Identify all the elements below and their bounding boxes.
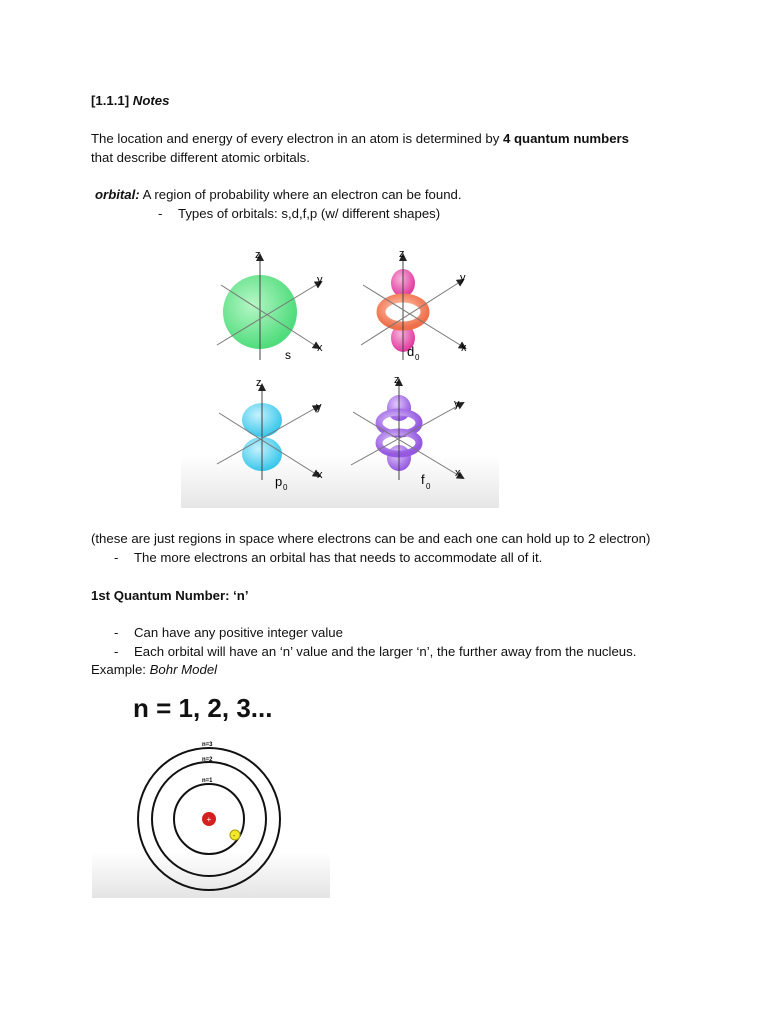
bullet-text: Can have any positive integer value <box>134 625 343 640</box>
d-orbital-panel <box>361 248 467 362</box>
s-label: s <box>285 348 291 362</box>
y-label: y <box>454 398 460 410</box>
x-label: x <box>455 467 461 479</box>
orbital-bullet: - Types of orbitals: s,d,f,p (w/ different shapes) <box>158 206 441 221</box>
d-label: d <box>407 344 415 359</box>
s-orbital-panel <box>217 249 323 362</box>
z-label: z <box>394 374 400 386</box>
y-label: y <box>460 272 466 284</box>
section-number: [1.1.1] <box>91 93 130 108</box>
section-title: Notes <box>132 93 170 108</box>
d-subscript: 0 <box>415 353 420 362</box>
f-label: f <box>421 472 425 487</box>
orbital-definition-text: A region of probability where an electron can be found. <box>139 187 462 202</box>
intro-bold: 4 quantum numbers <box>502 131 630 146</box>
p-label: p <box>275 474 283 489</box>
p-subscript: 0 <box>283 483 288 492</box>
quantum-1-heading: 1st Quantum Number: ‘n’ <box>91 588 249 603</box>
z-label: z <box>399 248 405 260</box>
shell-label-n2: n=2 <box>202 757 213 763</box>
quantum-1-bullet-1: - Can have any positive integer value <box>114 625 343 640</box>
quantum-1-bullet-2: - Each orbital will have an ‘n’ value and the larger ‘n’, the further away from the nucleus. <box>114 644 637 659</box>
f-subscript: 0 <box>426 482 431 491</box>
shell-label-n3: n=3 <box>202 742 213 748</box>
intro-line-1 <box>91 130 629 148</box>
example-line <box>91 661 217 679</box>
bohr-figure <box>92 684 330 898</box>
orbital-figure <box>181 240 499 508</box>
x-label: x <box>461 342 467 354</box>
regions-note: (these are just regions in space where electrons can be and each one can hold up to 2 electron) <box>91 531 651 546</box>
x-label: x <box>317 342 323 354</box>
y-label: y <box>317 274 323 286</box>
orbital-term: orbital: <box>95 187 140 202</box>
y-label: y <box>316 401 322 413</box>
z-label: z <box>256 377 262 389</box>
orbital-types: Types of orbitals: s,d,f,p (w/ different shapes) <box>178 206 441 221</box>
regions-bullet: - The more electrons an orbital has that needs to accommodate all of it. <box>114 550 543 565</box>
bullet-text: Each orbital will have an ‘n’ value and the larger ‘n’, the further away from the nucleus. <box>134 644 637 659</box>
electron-sign: - <box>233 833 236 840</box>
orbital-definition <box>95 186 462 204</box>
example-value: Bohr Model <box>149 662 218 677</box>
z-label: z <box>255 249 261 261</box>
page-heading <box>91 92 169 110</box>
nucleus-sign: + <box>206 815 212 824</box>
bohr-title: n = 1, 2, 3... <box>133 693 273 723</box>
shell-label-n1: n=1 <box>202 778 213 784</box>
intro-text: The location and energy of every electron in an atom is determined by <box>91 131 503 146</box>
regions-bullet-text: The more electrons an orbital has that needs to accommodate all of it. <box>134 550 543 565</box>
x-label: x <box>317 469 323 481</box>
intro-line-2: that describe different atomic orbitals. <box>91 150 310 165</box>
example-label: Example: <box>91 662 150 677</box>
